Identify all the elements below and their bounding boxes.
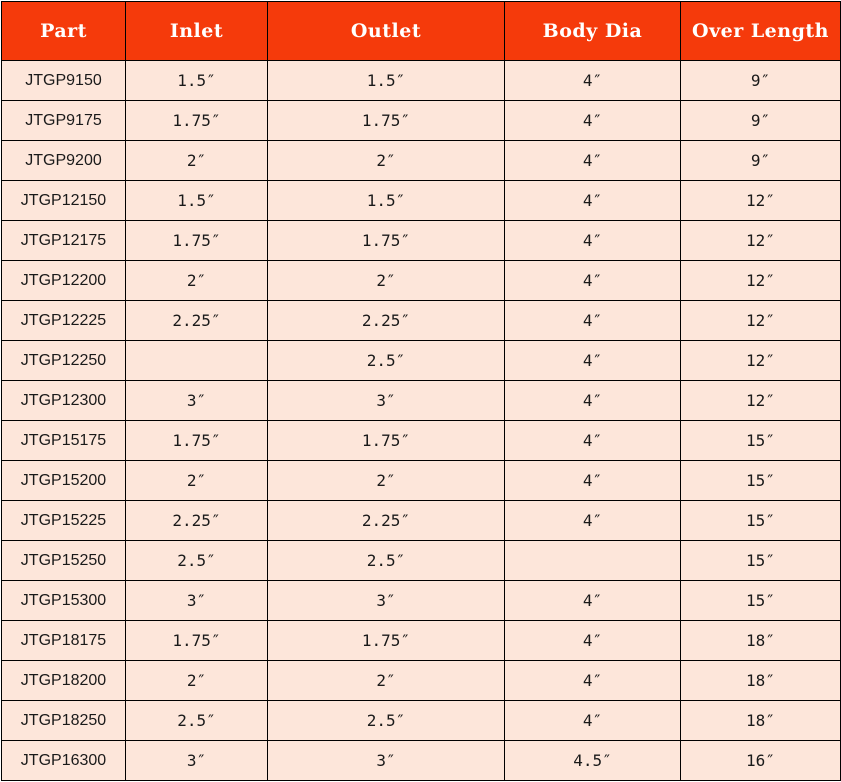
body-dia-cell: 4″ [505,621,681,661]
inlet-cell: 1.75″ [126,221,268,261]
body-dia-cell: 4″ [505,461,681,501]
inlet-cell: 2.5″ [126,701,268,741]
body-dia-cell: 4″ [505,221,681,261]
table-row [2,341,841,381]
part-cell: JTGP12225 [2,301,126,341]
inlet-cell: 2.25″ [126,301,268,341]
inlet-cell: 1.5″ [126,181,268,221]
header-part: Part [2,2,126,61]
over-length-cell: 9″ [681,61,841,101]
part-cell: JTGP12300 [2,381,126,421]
part-cell: JTGP15300 [2,581,126,621]
part-cell: JTGP12200 [2,261,126,301]
part-cell: JTGP12175 [2,221,126,261]
table-row [2,301,841,341]
part-cell: JTGP18200 [2,661,126,701]
table-row [2,501,841,541]
over-length-cell: 9″ [681,101,841,141]
part-cell: JTGP12150 [2,181,126,221]
body-dia-cell: 4″ [505,261,681,301]
header-outlet: Outlet [268,2,505,61]
table-row [2,741,841,781]
outlet-cell: 3″ [268,741,505,781]
inlet-cell: 1.75″ [126,421,268,461]
header-row [2,2,841,61]
body-dia-cell: 4″ [505,501,681,541]
inlet-cell: 2″ [126,141,268,181]
outlet-cell: 2.5″ [268,701,505,741]
spec-table [1,1,841,781]
outlet-cell: 2″ [268,141,505,181]
inlet-cell: 1.75″ [126,621,268,661]
body-dia-cell: 4″ [505,301,681,341]
body-dia-cell: 4″ [505,61,681,101]
part-cell: JTGP15175 [2,421,126,461]
table-row [2,541,841,581]
table-header [2,2,841,61]
table-row [2,461,841,501]
table-row [2,661,841,701]
body-dia-cell: 4″ [505,101,681,141]
body-dia-cell: 4.5″ [505,741,681,781]
part-cell: JTGP9150 [2,61,126,101]
over-length-cell: 15″ [681,501,841,541]
outlet-cell: 3″ [268,581,505,621]
over-length-cell: 15″ [681,541,841,581]
over-length-cell: 12″ [681,301,841,341]
over-length-cell: 18″ [681,661,841,701]
outlet-cell: 1.75″ [268,221,505,261]
outlet-cell: 2″ [268,461,505,501]
over-length-cell: 12″ [681,381,841,421]
inlet-cell: 2.25″ [126,501,268,541]
outlet-cell: 2″ [268,261,505,301]
part-cell: JTGP18250 [2,701,126,741]
table-row [2,381,841,421]
part-cell: JTGP15225 [2,501,126,541]
table-row [2,61,841,101]
part-cell: JTGP16300 [2,741,126,781]
table-row [2,101,841,141]
table-row [2,261,841,301]
outlet-cell: 1.5″ [268,61,505,101]
outlet-cell: 1.5″ [268,181,505,221]
over-length-cell: 15″ [681,461,841,501]
table-row [2,141,841,181]
outlet-cell: 2.5″ [268,541,505,581]
table-row [2,421,841,461]
outlet-cell: 1.75″ [268,421,505,461]
inlet-cell: 3″ [126,581,268,621]
body-dia-cell: 4″ [505,421,681,461]
part-cell: JTGP12250 [2,341,126,381]
over-length-cell: 15″ [681,581,841,621]
over-length-cell: 9″ [681,141,841,181]
outlet-cell: 2.25″ [268,501,505,541]
outlet-cell: 1.75″ [268,621,505,661]
inlet-cell: 3″ [126,381,268,421]
body-dia-cell: 4″ [505,381,681,421]
table-row [2,621,841,661]
outlet-cell: 2″ [268,661,505,701]
table-row [2,581,841,621]
body-dia-cell: 4″ [505,661,681,701]
part-cell: JTGP15200 [2,461,126,501]
header-body-dia: Body Dia [505,2,681,61]
table-row [2,221,841,261]
part-cell: JTGP15250 [2,541,126,581]
body-dia-cell [505,541,681,581]
over-length-cell: 12″ [681,341,841,381]
body-dia-cell: 4″ [505,701,681,741]
header-over-length: Over Length [681,2,841,61]
part-cell: JTGP9200 [2,141,126,181]
table-row [2,181,841,221]
body-dia-cell: 4″ [505,581,681,621]
outlet-cell: 2.5″ [268,341,505,381]
over-length-cell: 15″ [681,421,841,461]
table-row [2,701,841,741]
table-body [2,61,841,781]
outlet-cell: 2.25″ [268,301,505,341]
part-cell: JTGP18175 [2,621,126,661]
over-length-cell: 18″ [681,621,841,661]
inlet-cell [126,341,268,381]
header-inlet: Inlet [126,2,268,61]
over-length-cell: 12″ [681,181,841,221]
inlet-cell: 2″ [126,461,268,501]
over-length-cell: 12″ [681,261,841,301]
outlet-cell: 3″ [268,381,505,421]
inlet-cell: 2″ [126,261,268,301]
inlet-cell: 2″ [126,661,268,701]
over-length-cell: 12″ [681,221,841,261]
inlet-cell: 3″ [126,741,268,781]
over-length-cell: 16″ [681,741,841,781]
body-dia-cell: 4″ [505,181,681,221]
body-dia-cell: 4″ [505,141,681,181]
inlet-cell: 1.75″ [126,101,268,141]
over-length-cell: 18″ [681,701,841,741]
body-dia-cell: 4″ [505,341,681,381]
inlet-cell: 2.5″ [126,541,268,581]
outlet-cell: 1.75″ [268,101,505,141]
inlet-cell: 1.5″ [126,61,268,101]
part-cell: JTGP9175 [2,101,126,141]
